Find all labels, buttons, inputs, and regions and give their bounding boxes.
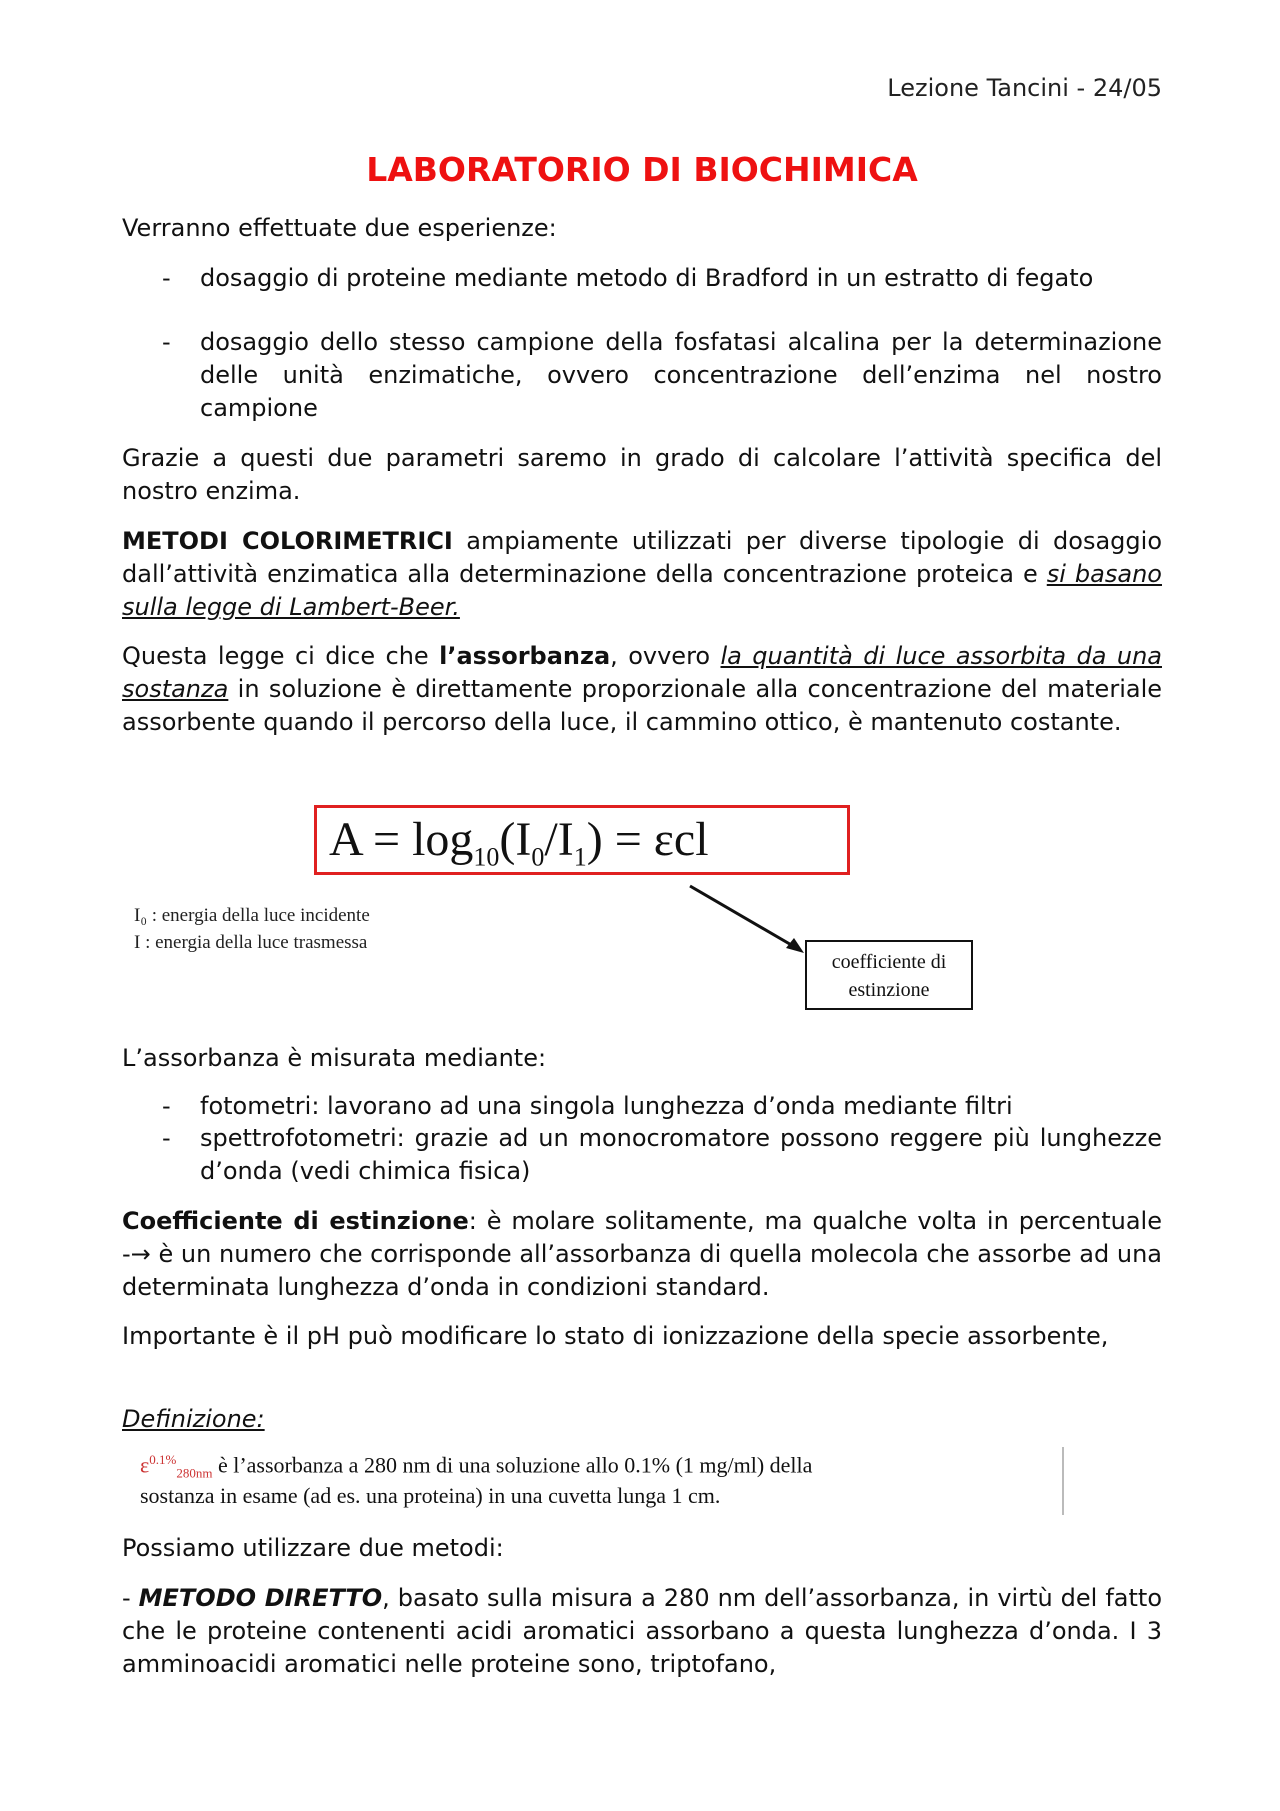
formula-i: (I bbox=[499, 813, 532, 866]
bullet-dash: - bbox=[162, 1092, 171, 1120]
experience-item-1 bbox=[122, 262, 1162, 295]
caption-transmitted: I : energia della luce trasmessa bbox=[134, 932, 368, 953]
coef-label-line-2: estinzione bbox=[848, 979, 930, 1001]
coef-label-line-1: coefficiente di bbox=[831, 951, 947, 973]
page-header: Lezione Tancini - 24/05 bbox=[887, 74, 1162, 102]
definition-label: Definizione: bbox=[122, 1405, 265, 1433]
absorbance-term: l’assorbanza bbox=[439, 642, 611, 670]
direct-method-prefix: - bbox=[122, 1584, 139, 1612]
formula-i1: /I bbox=[544, 813, 574, 866]
formula-eps-c-l: ) = εcl bbox=[586, 813, 709, 866]
definition-epsilon: ε bbox=[140, 1452, 150, 1478]
colorimetric-paragraph bbox=[122, 525, 1162, 624]
page-title: LABORATORIO DI BIOCHIMICA bbox=[366, 150, 918, 189]
formula-box bbox=[314, 805, 850, 875]
formula-log: A = log bbox=[329, 813, 474, 866]
bullet-dash: - bbox=[162, 1124, 171, 1152]
measure-text: L’assorbanza è misurata mediante: bbox=[122, 1044, 547, 1072]
experience-text-1: dosaggio di proteine mediante metodo di Bradford in un estratto di fegato bbox=[200, 264, 1094, 292]
instrument-item-1 bbox=[122, 1090, 1162, 1123]
colorimetric-heading: METODI COLORIMETRICI bbox=[122, 527, 453, 555]
coefficient-text: : è molare solitamente, ma qualche volta in percentuale -→ è un numero che corrisponde all’assorbanza di quella molecola che assorbe ad una determinata lunghezza d’onda in condizioni standard. bbox=[122, 1207, 1162, 1301]
intro-paragraph bbox=[122, 212, 1162, 245]
pointer-arrow-icon bbox=[682, 880, 822, 960]
experience-text-2: dosaggio dello stesso campione della fosfatasi alcalina per la determinazione delle unità enzimatiche, ovvero concentrazione dell’enzima nel nostro campione bbox=[200, 328, 1162, 422]
ph-text: Importante è il pH può modificare lo stato di ionizzazione della specie assorbente, bbox=[122, 1322, 1109, 1350]
law-text-2: , ovvero bbox=[610, 642, 721, 670]
coefficient-label-box bbox=[805, 940, 973, 1010]
experience-item-2 bbox=[122, 326, 1162, 425]
lambert-beer-link-text: si basano sulla legge di Lambert-Beer. bbox=[122, 560, 1162, 621]
law-paragraph bbox=[122, 640, 1162, 739]
instrument-text-1: fotometri: lavorano ad una singola lunghezza d’onda mediante filtri bbox=[200, 1092, 1013, 1120]
definition-label-block bbox=[122, 1403, 1162, 1436]
ph-paragraph bbox=[122, 1320, 1162, 1353]
methods-paragraph bbox=[122, 1532, 1162, 1565]
law-text-3: in soluzione è direttamente proporzionale alla concentrazione del materiale assorbente quando il percorso della luce, il cammino ottico, è mantenuto costante. bbox=[122, 675, 1162, 736]
parameters-text: Grazie a questi due parametri saremo in grado di calcolare l’attività specifica del nostro enzima. bbox=[122, 444, 1162, 505]
absorbance-definition: la quantità di luce assorbita da una sostanza bbox=[122, 642, 1162, 703]
direct-method-text: , basato sulla misura a 280 nm dell’assorbanza, in virtù del fatto che le proteine contenenti acidi aromatici assorbano a questa lunghezza d’onda. I 3 amminoacidi aromatici nelle proteine sono, triptofano, bbox=[122, 1584, 1162, 1678]
instrument-item-2 bbox=[122, 1122, 1162, 1188]
methods-text: Possiamo utilizzare due metodi: bbox=[122, 1534, 504, 1562]
definition-sub: 280nm bbox=[176, 1465, 213, 1481]
definition-text-1: è l’assorbanza a 280 nm di una soluzione allo 0.1% (1 mg/ml) della bbox=[212, 1452, 813, 1478]
formula-sub-0: 0 bbox=[531, 842, 545, 872]
measure-paragraph bbox=[122, 1042, 1162, 1075]
parameters-paragraph bbox=[122, 442, 1162, 508]
formula-sub-1: 1 bbox=[573, 842, 587, 872]
definition-line-1 bbox=[140, 1452, 812, 1482]
direct-method-term: METODO DIRETTO bbox=[138, 1584, 383, 1612]
bullet-dash: - bbox=[162, 264, 171, 292]
formula-sub-10: 10 bbox=[473, 842, 500, 872]
colorimetric-text: ampiamente utilizzati per diverse tipologie di dosaggio dall’attività enzimatica alla determinazione della concentrazione proteica e bbox=[122, 527, 1163, 588]
bullet-dash: - bbox=[162, 328, 171, 356]
definition-divider bbox=[1062, 1447, 1064, 1515]
coefficient-paragraph bbox=[122, 1205, 1162, 1304]
coefficient-term: Coefficiente di estinzione bbox=[122, 1207, 469, 1235]
direct-method-paragraph bbox=[122, 1582, 1162, 1681]
law-text-1: Questa legge ci dice che bbox=[122, 642, 440, 670]
definition-line-2: sostanza in esame (ad es. una proteina) in una cuvetta lunga 1 cm. bbox=[140, 1483, 721, 1508]
instrument-text-2: spettrofotometri: grazie ad un monocromatore possono reggere più lunghezze d’onda (vedi chimica fisica) bbox=[200, 1124, 1162, 1185]
definition-sup: 0.1% bbox=[149, 1452, 177, 1467]
caption-incident: I₀ : energia della luce incidente bbox=[134, 905, 370, 926]
intro-text: Verranno effettuate due esperienze: bbox=[122, 214, 557, 242]
